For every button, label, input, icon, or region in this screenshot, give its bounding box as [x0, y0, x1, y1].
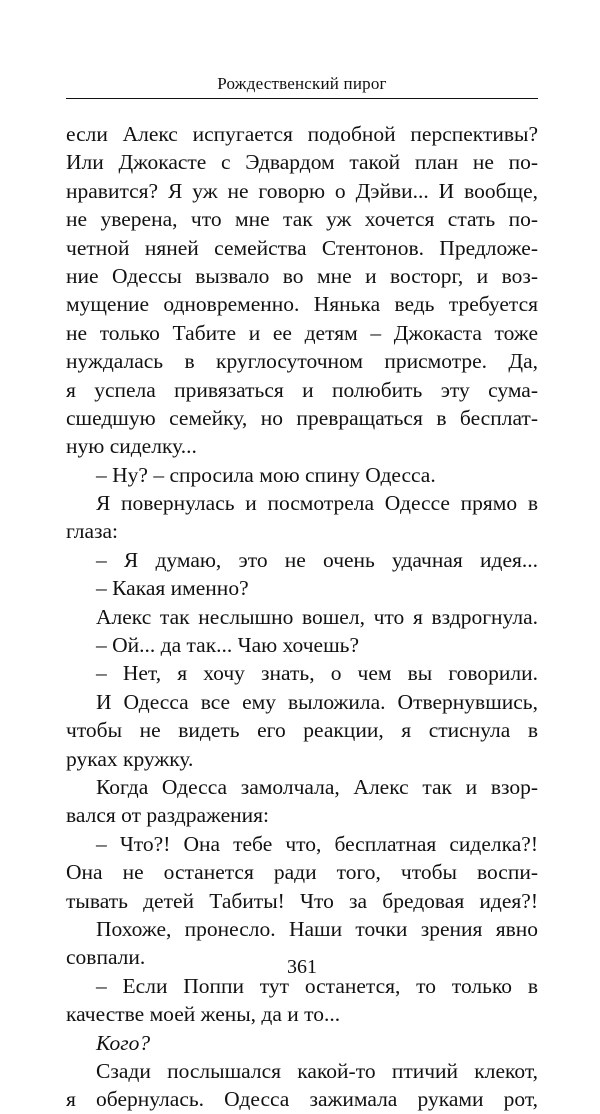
text-line: Она не останется ради того, чтобы воспи-	[66, 860, 538, 885]
text-line: чтобы не видеть его реакции, я стиснула в	[66, 718, 538, 743]
header-rule	[66, 98, 538, 99]
text-line: – Ой... да так... Чаю хочешь?	[96, 633, 359, 658]
text-line: – Ну? – спросила мою спину Одесса.	[96, 462, 436, 487]
text-line: не только Табите и ее детям – Джокаста тоже	[66, 320, 538, 345]
running-head: Рождественский пирог	[217, 74, 387, 93]
text-line: я успела привязаться и полюбить эту сума-	[66, 377, 538, 402]
text-line: не уверена, что мне так уж хочется стать по-	[66, 207, 538, 232]
text-line: И Одесса все ему выложила. Отвернувшись,	[96, 689, 538, 714]
text-line: нравится? Я уж не говорю о Дэйви... И вообще,	[66, 178, 538, 203]
text-line: Я повернулась и посмотрела Одессе прямо в	[96, 491, 538, 516]
text-line: – Нет, я хочу знать, о чем вы говорили.	[96, 661, 538, 686]
text-line: я обернулась. Одесса зажимала руками рот,	[66, 1087, 538, 1112]
text-line: совпали.	[66, 945, 146, 970]
text-line: – Какая именно?	[96, 576, 249, 601]
text-line: вался от раздражения:	[66, 803, 269, 828]
text-line: – Что?! Она тебе что, бесплатная сиделка?!	[96, 831, 538, 856]
text-line: тывать детей Табиты! Что за бредовая идея?!	[66, 888, 538, 913]
text-line: если Алекс испугается подобной перспективы?	[66, 122, 538, 146]
text-line: Сзади послышался какой-то птичий клекот,	[96, 1058, 538, 1083]
text-line: Когда Одесса замолчала, Алекс так и взор-	[96, 774, 538, 799]
text-line: нуждалась в круглосуточном присмотре. Да,	[66, 349, 538, 374]
text-line: сшедшую семейку, но превращаться в бесплат-	[66, 405, 538, 430]
text-line: ние Одессы вызвало во мне и восторг, и воз-	[66, 263, 538, 288]
text-line: глаза:	[66, 519, 119, 544]
text-line: Алекс так неслышно вошел, что я вздрогнула.	[96, 604, 538, 629]
text-line: четной няней семейства Стентонов. Предложе-	[66, 235, 538, 260]
text-line: руках кружку.	[66, 746, 194, 771]
text-line: Кого?	[96, 1030, 151, 1055]
text-line: – Я думаю, это не очень удачная идея...	[96, 547, 538, 572]
text-line: Или Джокасте с Эдвардом такой план не по-	[66, 150, 538, 175]
text-line: качестве моей жены, да и то...	[66, 1002, 341, 1027]
page-number: 361	[287, 956, 317, 978]
text-line: – Если Поппи тут останется, то только в	[96, 973, 538, 998]
text-line: мущение одновременно. Нянька ведь требуется	[66, 292, 538, 317]
text-line: ную сиделку...	[66, 434, 197, 459]
text-line: Похоже, пронесло. Наши точки зрения явно	[96, 916, 538, 941]
